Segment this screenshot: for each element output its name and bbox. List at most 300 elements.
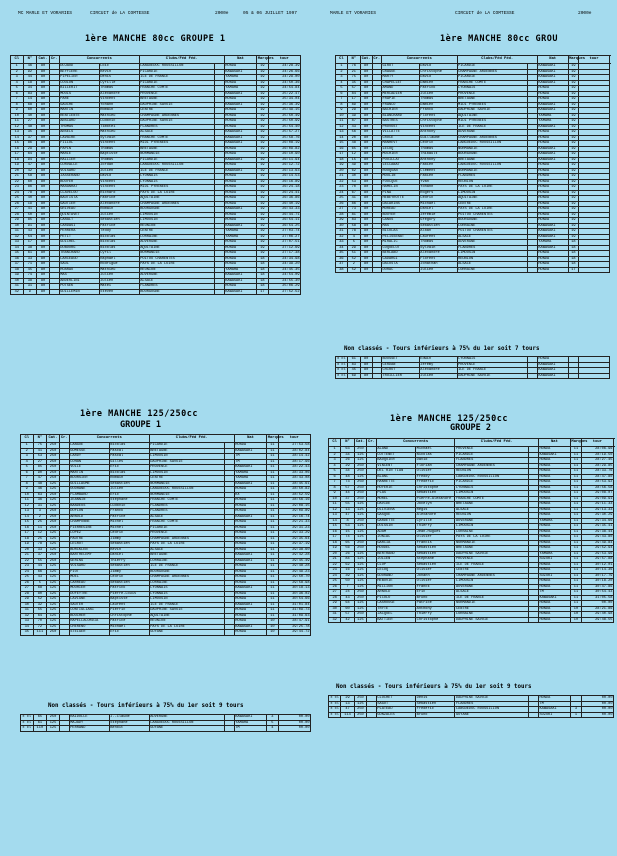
- table-cell: HONDA: [538, 568, 570, 574]
- table-cell: 250: [47, 715, 60, 721]
- table-cell: 30:18.20: [581, 579, 613, 585]
- table-cell: Thierry: [416, 612, 455, 618]
- table-cell: CENTRE: [455, 606, 529, 612]
- table-cell: 4: [336, 80, 348, 86]
- table-cell: 26:14.53: [268, 174, 301, 180]
- table-cell: 80: [360, 262, 372, 268]
- table-cell: Patrice: [109, 514, 149, 520]
- table-cell: KAWASAKI: [224, 273, 257, 279]
- table-cell: 29:43.80: [581, 535, 613, 541]
- table-cell: 27:06.27: [268, 234, 301, 240]
- table-cell: 19: [568, 80, 579, 86]
- table-cell: 40: [11, 278, 24, 284]
- table-cell: 80: [37, 141, 50, 147]
- column-header: Marques: [570, 439, 581, 447]
- table-cell: MIDI PYRENEES: [457, 119, 528, 125]
- table-row: [11, 289, 301, 295]
- table-cell: 48: [23, 124, 37, 130]
- table-cell: 50: [23, 212, 37, 218]
- table-cell: HONDA: [234, 443, 267, 449]
- table-cell: 7: [21, 476, 34, 482]
- table-cell: 61: [33, 720, 47, 726]
- table-cell: 42: [11, 289, 24, 295]
- table-cell: 19: [21, 542, 34, 548]
- table-cell: Thibault: [419, 152, 457, 158]
- table-cell: 21: [347, 69, 360, 75]
- table-cell: 89: [347, 102, 360, 108]
- table-cell: MILLION: [376, 584, 415, 590]
- table-cell: HANRETTE: [376, 480, 415, 486]
- table-cell: 25: [33, 520, 47, 526]
- table-cell: FRANCHE COMTE: [149, 498, 224, 504]
- column-header: Cl: [329, 439, 341, 447]
- table-cell: 10: [267, 630, 278, 636]
- table-cell: HONDA: [538, 447, 570, 453]
- table-cell: HONDA: [234, 619, 267, 625]
- results-table-80cc-group1: [10, 55, 301, 295]
- table-cell: 30:18.13: [278, 586, 311, 592]
- table-cell: HONDA: [538, 612, 570, 618]
- column-header: Cr.: [372, 56, 381, 64]
- table-cell: HAPELLACORDIA: [69, 619, 109, 625]
- table-cell: FRANCHE COMTE: [455, 496, 529, 502]
- table-cell: 44: [23, 75, 37, 81]
- table-cell: 80: [360, 124, 372, 130]
- table-cell: 00.00: [278, 726, 311, 732]
- table-cell: 11: [570, 595, 581, 601]
- column-header: Nat: [537, 56, 568, 64]
- table-cell: AUVERGNE: [455, 584, 529, 590]
- table-cell: 11: [267, 602, 278, 608]
- table-cell: Thomas: [99, 146, 139, 152]
- table-cell: 80: [360, 152, 372, 158]
- table-cell: TM: [234, 454, 267, 460]
- table-cell: KAWASAKI: [537, 75, 568, 81]
- table-cell: 29:57.88: [581, 557, 613, 563]
- table-cell: MAJADY: [69, 720, 109, 726]
- table-cell: Frédéric: [416, 480, 455, 486]
- table-cell: 125: [47, 481, 60, 487]
- table-cell: Régis: [416, 507, 455, 513]
- table-cell: VOISARD: [69, 564, 109, 570]
- table-cell: [367, 617, 377, 623]
- table-cell: 11: [570, 590, 581, 596]
- table-cell: 8: [11, 102, 24, 108]
- table-cell: Cyrille: [99, 80, 139, 86]
- table-cell: David: [416, 458, 455, 464]
- table-cell: 15: [341, 529, 355, 535]
- column-header: tour: [579, 56, 610, 64]
- table-cell: Ludovic: [99, 119, 139, 125]
- table-cell: 125: [47, 498, 60, 504]
- table-cell: 29: [23, 146, 37, 152]
- table-cell: 11: [570, 535, 581, 541]
- table-cell: CHAMPONNE: [69, 520, 109, 526]
- table-cell: 1: [11, 64, 24, 70]
- table-cell: 19: [568, 108, 579, 114]
- table-cell: 80: [360, 245, 372, 251]
- table-cell: YAMAHA: [537, 240, 568, 246]
- table-cell: BAUQUIER: [376, 458, 415, 464]
- table-cell: 40: [23, 196, 37, 202]
- table-cell: 11: [570, 601, 581, 607]
- table-cell: LORRAINE: [149, 580, 224, 586]
- table-cell: 19: [568, 234, 579, 240]
- table-cell: 11: [267, 580, 278, 586]
- table-cell: 1: [21, 443, 34, 449]
- table-cell: DUBOURG: [59, 245, 99, 251]
- table-cell: PICARDIE: [139, 69, 214, 75]
- table-cell: Pierre-Alexandre: [416, 496, 455, 502]
- table-cell: 13: [341, 701, 355, 707]
- table-cell: TRYTE: [376, 606, 415, 612]
- table-cell: 31: [336, 229, 348, 235]
- table-cell: 125: [354, 562, 366, 568]
- non-classified-title-125-group1: Non classés - Tours inférieurs à 75% du 1er soit 9 tours: [48, 703, 244, 709]
- table-cell: BRETAGNE: [149, 448, 224, 454]
- table-cell: KAWASAKI: [537, 146, 568, 152]
- table-cell: 27: [336, 207, 348, 213]
- table-cell: PROVENCE: [455, 557, 529, 563]
- table-cell: 00.00: [581, 707, 613, 713]
- table-cell: 11: [570, 513, 581, 519]
- table-cell: HONDA: [234, 525, 267, 531]
- table-cell: 25:06.29: [268, 284, 301, 290]
- table-cell: 34: [341, 469, 355, 475]
- table-cell: 22: [11, 179, 24, 185]
- table-cell: 10: [267, 619, 278, 625]
- table-cell: ANDERLINI: [59, 278, 99, 284]
- table-cell: BRETAGNE: [455, 502, 529, 508]
- table-cell: 250: [47, 553, 60, 559]
- table-cell: Nicolas: [99, 245, 139, 251]
- table-cell: 11: [267, 476, 278, 482]
- table-cell: 66: [33, 569, 47, 575]
- table-cell: 26:10.90: [268, 152, 301, 158]
- table-cell: DAUPHINE SAVOIE: [139, 102, 214, 108]
- table-cell: 19: [568, 97, 579, 103]
- table-cell: Sébastien: [416, 701, 455, 707]
- table-cell: COQUELUT: [382, 245, 420, 251]
- table-cell: REUNION: [149, 619, 224, 625]
- table-cell: 75: [347, 75, 360, 81]
- table-cell: 80: [360, 108, 372, 114]
- table-cell: Stéphane: [109, 498, 149, 504]
- table-cell: 35: [11, 251, 24, 257]
- table-cell: Sébastien: [416, 562, 455, 568]
- table-cell: 41: [23, 207, 37, 213]
- table-cell: 33: [11, 240, 24, 246]
- table-cell: 36: [33, 498, 47, 504]
- table-cell: LECCANAT: [382, 163, 420, 169]
- results-table-125-group2: [328, 438, 614, 623]
- table-cell: 83: [347, 218, 360, 224]
- table-cell: BAUTISTA: [59, 196, 99, 202]
- table-cell: HONDA: [538, 535, 570, 541]
- table-cell: 19: [257, 179, 268, 185]
- table-cell: 48: [33, 481, 47, 487]
- table-cell: 20: [336, 168, 348, 174]
- table-cell: 8: [341, 518, 355, 524]
- table-cell: HONDA: [537, 91, 568, 97]
- table-cell: 50: [341, 579, 355, 585]
- table-cell: 51: [347, 251, 360, 257]
- table-cell: Romain: [99, 108, 139, 114]
- table-cell: Jonathan: [419, 262, 457, 268]
- table-cell: 61: [347, 357, 360, 363]
- table-cell: FLANDRES: [457, 245, 528, 251]
- column-header: Clubs/Féd Féd.: [457, 56, 537, 64]
- table-cell: J.-Claude: [109, 715, 149, 721]
- table-cell: HONDA: [538, 469, 570, 475]
- table-cell: 31: [21, 608, 34, 614]
- table-cell: Jimmy: [109, 569, 149, 575]
- table-cell: 26:44.71: [268, 212, 301, 218]
- table-cell: 11: [570, 551, 581, 557]
- table-cell: LIMOUSIN: [149, 454, 224, 460]
- table-cell: KAWASAKI: [234, 514, 267, 520]
- table-cell: 24: [336, 190, 348, 196]
- table-cell: HONDA: [537, 262, 568, 268]
- table-cell: 17: [347, 97, 360, 103]
- table-cell: 13: [329, 513, 341, 519]
- table-cell: HONDA: [538, 529, 570, 535]
- table-cell: 15: [329, 524, 341, 530]
- table-cell: YAMAHA: [224, 234, 257, 240]
- table-cell: DAUPHINE SAVOIE: [149, 459, 224, 465]
- table-cell: 56: [347, 130, 360, 136]
- table-cell: PICARDIE: [149, 443, 224, 449]
- table-cell: 39: [347, 113, 360, 119]
- table-cell: Sébastien: [416, 551, 455, 557]
- table-cell: 19: [568, 196, 579, 202]
- table-cell: BRETAGNE: [455, 546, 529, 552]
- table-cell: AQUITAINE: [139, 196, 214, 202]
- table-cell: NORMANDIE: [139, 152, 214, 158]
- table-cell: TM: [539, 701, 571, 707]
- table-cell: COTTENET: [376, 452, 415, 458]
- table-cell: GAUCHE: [59, 102, 99, 108]
- table-cell: 125: [47, 591, 60, 597]
- table-cell: Bruno: [416, 712, 455, 718]
- table-cell: HONDA: [537, 251, 568, 257]
- table-cell: 84: [347, 91, 360, 97]
- table-cell: Christophe: [416, 485, 455, 491]
- table-cell: AUVERGNE: [457, 130, 528, 136]
- table-cell: 250: [354, 518, 366, 524]
- table-cell: 57: [347, 86, 360, 92]
- table-cell: 7: [329, 480, 341, 486]
- table-cell: Julien: [99, 168, 139, 174]
- table-cell: 19: [257, 223, 268, 229]
- table-cell: 34: [23, 86, 37, 92]
- table-cell: 33: [21, 619, 34, 625]
- table-cell: Franck: [109, 509, 149, 515]
- table-cell: Anthony: [419, 157, 457, 163]
- table-cell: HAMELIN: [382, 185, 420, 191]
- table-cell: 10: [11, 113, 24, 119]
- table-cell: 6: [21, 470, 34, 476]
- table-cell: 9: [329, 491, 341, 497]
- table-cell: 19: [257, 190, 268, 196]
- table-cell: 68: [33, 586, 47, 592]
- title-125-group2: 1ère MANCHE 125/250cc: [390, 414, 508, 424]
- table-cell: 80: [37, 267, 50, 273]
- table-cell: 74: [23, 273, 37, 279]
- table-cell: 10: [329, 496, 341, 502]
- table-cell: 43: [341, 595, 355, 601]
- table-cell: 30: [21, 602, 34, 608]
- table-cell: 16: [336, 146, 348, 152]
- table-cell: 11: [570, 546, 581, 552]
- table-cell: MARTIN: [69, 470, 109, 476]
- column-header: Concurrents: [376, 439, 455, 447]
- table-cell: Grégory: [419, 218, 457, 224]
- table-cell: [579, 267, 610, 273]
- table-cell: Jordan: [99, 163, 139, 169]
- table-cell: THOMAS: [59, 124, 99, 130]
- table-cell: 19: [568, 141, 579, 147]
- table-cell: 80: [37, 174, 50, 180]
- table-cell: 11: [267, 569, 278, 575]
- table-cell: DAUPHINE SAVOIE: [455, 551, 529, 557]
- table-cell: 4: [21, 459, 34, 465]
- table-cell: MARTY: [382, 75, 420, 81]
- table-cell: 29:09.89: [278, 509, 311, 515]
- table-cell: LANGUEDOC ROUSSILLON: [139, 163, 214, 169]
- table-cell: 125: [47, 564, 60, 570]
- table-cell: 35: [336, 251, 348, 257]
- table-cell: 43: [347, 124, 360, 130]
- table-cell: POUILLAT: [382, 157, 420, 163]
- table-cell: 19: [257, 207, 268, 213]
- table-cell: MARIE: [59, 152, 99, 158]
- table-cell: NORMANDIE: [139, 251, 214, 257]
- table-cell: HONDA: [234, 487, 267, 493]
- table-cell: YAMAHA: [538, 551, 570, 557]
- table-cell: 19: [257, 97, 268, 103]
- table-cell: 15: [21, 520, 34, 526]
- table-cell: 18: [336, 157, 348, 163]
- table-cell: BLANC: [376, 474, 415, 480]
- table-cell: 125: [354, 701, 366, 707]
- table-cell: [568, 373, 579, 379]
- table-cell: 24:26.66: [268, 69, 301, 75]
- table-cell: 29: [341, 696, 355, 702]
- table-cell: 80: [37, 245, 50, 251]
- table-cell: 80: [360, 75, 372, 81]
- table-cell: 33: [33, 547, 47, 553]
- table-cell: PAYS DE LA LOIRE: [457, 185, 528, 191]
- header-event-right: CIRCUIT de LA COMTESSE: [455, 11, 515, 16]
- table-cell: Sébastien: [99, 218, 139, 224]
- table-cell: 18: [257, 256, 268, 262]
- table-cell: VOLLE: [69, 465, 109, 471]
- table-cell: 17: [11, 152, 24, 158]
- table-cell: 80: [37, 284, 50, 290]
- column-header: Clubs/Féd Féd.: [149, 435, 234, 443]
- table-cell: [59, 726, 69, 732]
- table-cell: AQUITAINE: [457, 113, 528, 119]
- table-cell: LYONNAIS: [457, 86, 528, 92]
- table-cell: KAWASAKI: [537, 108, 568, 114]
- table-cell: 19: [257, 245, 268, 251]
- table-cell: 80: [360, 64, 372, 70]
- table-cell: FLANDRES: [455, 701, 529, 707]
- table-cell: 28: [329, 595, 341, 601]
- table-cell: 80: [37, 135, 50, 141]
- table-cell: 30:17.79: [581, 573, 613, 579]
- table-cell: 30:14.36: [581, 568, 613, 574]
- table-cell: 27:52.52: [268, 289, 301, 295]
- table-cell: KAWASAKI: [224, 141, 257, 147]
- table-cell: PERRERA: [59, 229, 99, 235]
- table-cell: FLANDRES: [139, 124, 214, 130]
- table-cell: Stéphane: [109, 720, 149, 726]
- table-cell: 19: [568, 174, 579, 180]
- table-cell: 27:12.69: [268, 245, 301, 251]
- table-cell: 11: [570, 474, 581, 480]
- table-cell: 19: [568, 157, 579, 163]
- table-cell: 80: [37, 124, 50, 130]
- table-cell: HONDA: [234, 547, 267, 553]
- table-cell: CENTRE: [139, 229, 214, 235]
- table-cell: 125: [47, 536, 60, 542]
- table-cell: 80: [360, 146, 372, 152]
- table-cell: 19: [257, 108, 268, 114]
- table-cell: PIPELIER: [59, 75, 99, 81]
- table-cell: CURVALLE: [59, 163, 99, 169]
- subtitle-125-group2: GROUPE 2: [450, 423, 491, 433]
- table-cell: 25:36.39: [268, 102, 301, 108]
- table-cell: 24:45.35: [268, 267, 301, 273]
- table-cell: CHAMPAGNE ARDENNES: [457, 69, 528, 75]
- table-cell: YAMAHA: [537, 113, 568, 119]
- table-cell: 26: [329, 584, 341, 590]
- table-cell: NORMANDIE: [457, 146, 528, 152]
- table-cell: x cl: [22, 720, 32, 725]
- table-cell: 24:28.39: [268, 64, 301, 70]
- table-cell: Julien: [419, 267, 457, 273]
- table-cell: HONDA: [224, 174, 257, 180]
- table-cell: Baptiste: [99, 152, 139, 158]
- table-cell: 26:09.82: [268, 146, 301, 152]
- table-cell: KAWASAKI: [537, 229, 568, 235]
- table-cell: YAMAHA: [224, 267, 257, 273]
- table-cell: 36: [11, 256, 24, 262]
- table-cell: Anthony: [419, 130, 457, 136]
- table-cell: 80: [37, 278, 50, 284]
- table-cell: 64: [341, 601, 355, 607]
- table-cell: 54: [23, 234, 37, 240]
- table-cell: HONDA: [538, 463, 570, 469]
- table-cell: LIMOUSIN: [139, 218, 214, 224]
- table-cell: 32: [33, 602, 47, 608]
- table-cell: 31:09.73: [278, 608, 311, 614]
- table-cell: MIDI PYRENEES: [139, 141, 214, 147]
- table-cell: SAUL: [59, 262, 99, 268]
- table-cell: REUNION: [455, 513, 529, 519]
- column-header: N°: [23, 56, 37, 64]
- table-cell: Nicolas: [109, 470, 149, 476]
- table-cell: DAUPHINE SAVOIE: [457, 108, 528, 114]
- table-cell: LANGUEDOC ROUSSILLON: [149, 720, 224, 726]
- table-cell: Rodrigue: [99, 262, 139, 268]
- table-cell: 36: [336, 256, 348, 262]
- table-cell: 28:43.08: [278, 476, 311, 482]
- table-cell: 11: [570, 502, 581, 508]
- table-cell: 94: [23, 157, 37, 163]
